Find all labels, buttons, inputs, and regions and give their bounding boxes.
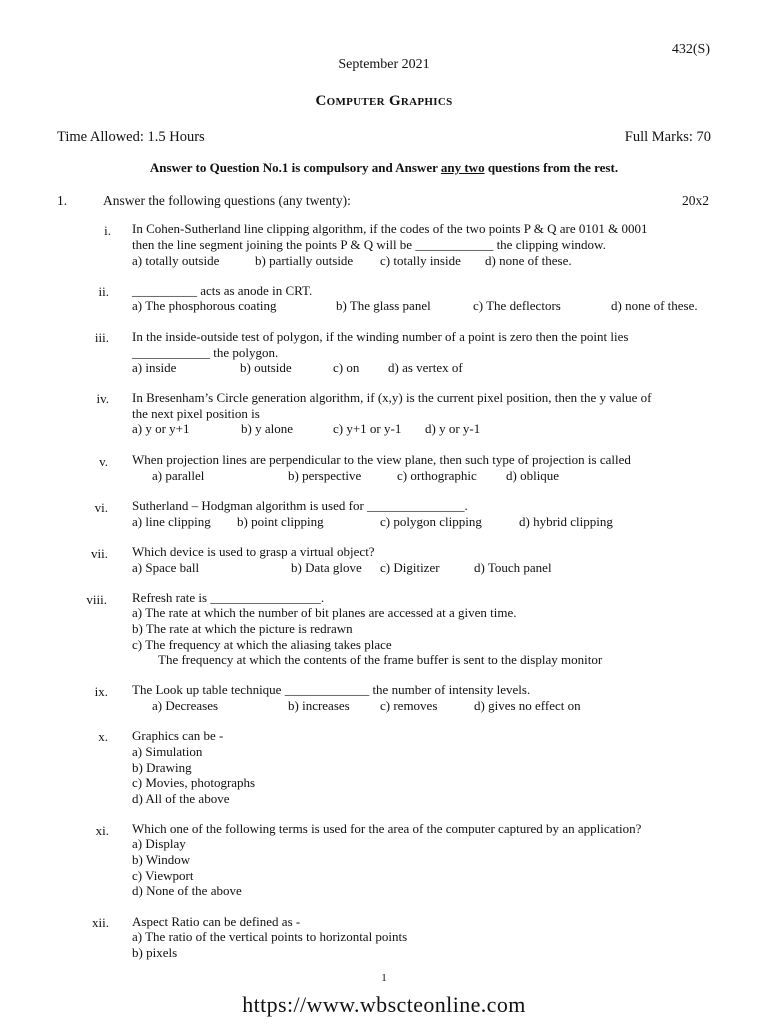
item-line: Refresh rate is _________________.	[132, 590, 325, 605]
option-d: d) None of the above	[132, 883, 242, 898]
option-b: b) Data glove	[291, 560, 362, 575]
option-c: c) on	[333, 360, 360, 375]
question-number: 1.	[57, 193, 68, 208]
item-number: x.	[98, 729, 108, 744]
paper-code: 432(S)	[671, 42, 710, 57]
time-allowed: Time Allowed: 1.5 Hours	[57, 129, 205, 145]
item-line: When projection lines are perpendicular to the view plane, then such type of projection is called	[132, 452, 631, 467]
item-line: Which one of the following terms is used for the area of the computer captured by an application?	[132, 821, 642, 836]
option-d: d) oblique	[506, 468, 560, 483]
item-number: iii.	[94, 330, 109, 345]
option-a: a) Space ball	[132, 560, 200, 575]
option-a: a) line clipping	[132, 514, 211, 529]
option-b: b) point clipping	[237, 514, 324, 529]
option-a: a) totally outside	[132, 253, 220, 268]
item-number: vi.	[94, 500, 108, 515]
option-d: d) y or y-1	[425, 421, 481, 436]
option-d: d) none of these.	[485, 253, 572, 268]
option-a: a) The phosphorous coating	[132, 298, 277, 313]
option-d: d) hybrid clipping	[519, 514, 613, 529]
option-a: a) y or y+1	[132, 421, 190, 436]
option-c: c) totally inside	[380, 253, 461, 268]
option-a: a) The ratio of the vertical points to horizontal points	[132, 929, 408, 944]
item-number: iv.	[96, 391, 109, 406]
option-a: a) Display	[132, 836, 186, 851]
item-number: ix.	[94, 684, 108, 699]
option-b: b) Window	[132, 852, 191, 867]
item-line: __________ acts as anode in CRT.	[132, 283, 313, 298]
option-d: The frequency at which the contents of the frame buffer is sent to the display monitor	[158, 652, 603, 667]
full-marks: Full Marks: 70	[624, 129, 711, 145]
option-a: a) The rate at which the number of bit planes are accessed at a given time.	[132, 605, 517, 620]
option-c: c) Digitizer	[380, 560, 440, 575]
option-a: a) inside	[132, 360, 177, 375]
item-number: xii.	[92, 915, 109, 930]
item-number: viii.	[86, 592, 107, 607]
item-number: ii.	[98, 284, 109, 299]
option-c: c) The deflectors	[473, 298, 561, 313]
option-d: d) All of the above	[132, 791, 230, 806]
subject-title: Computer Graphics	[315, 93, 453, 109]
option-a: a) Decreases	[152, 698, 219, 713]
option-b: b) outside	[240, 360, 292, 375]
option-b: b) perspective	[288, 468, 362, 483]
item-number: v.	[99, 454, 108, 469]
exam-date: September 2021	[338, 57, 430, 72]
option-c: c) Movies, photographs	[132, 775, 256, 790]
option-c: c) y+1 or y-1	[333, 421, 402, 436]
option-b: b) partially outside	[255, 253, 354, 268]
item-line: Aspect Ratio can be defined as -	[132, 914, 301, 929]
option-d: d) none of these.	[611, 298, 698, 313]
option-d: d) as vertex of	[388, 360, 463, 375]
item-line: the next pixel position is	[132, 406, 260, 421]
item-line: In Bresenham’s Circle generation algorithm, if (x,y) is the current pixel position, then the y value of	[132, 390, 652, 405]
question-text: Answer the following questions (any twenty):	[103, 193, 351, 208]
item-line: Sutherland – Hodgman algorithm is used for _______________.	[132, 498, 468, 513]
instruction-pre: Answer to Question No.1 is compulsory and Answer	[149, 160, 441, 175]
question-marks: 20x2	[682, 193, 709, 208]
instructions	[0, 160, 768, 176]
option-b: b) pixels	[132, 945, 178, 960]
option-a: a) parallel	[152, 468, 205, 483]
item-line: The Look up table technique _____________ the number of intensity levels.	[132, 682, 531, 697]
option-a: a) Simulation	[132, 744, 203, 759]
option-b: b) Drawing	[132, 760, 192, 775]
item-number: xi.	[95, 823, 109, 838]
option-b: b) increases	[288, 698, 350, 713]
option-b: b) The glass panel	[336, 298, 431, 313]
option-c: c) Viewport	[132, 868, 194, 883]
option-c: c) orthographic	[397, 468, 477, 483]
item-line: then the line segment joining the points P & Q will be ____________ the clipping window.	[132, 237, 606, 252]
option-b: b) y alone	[241, 421, 293, 436]
item-line: ____________ the polygon.	[132, 345, 279, 360]
page-number: 1	[381, 972, 387, 984]
item-line: In Cohen-Sutherland line clipping algorithm, if the codes of the two points P & Q are 0101 & 0001	[132, 221, 648, 236]
item-line: Which device is used to grasp a virtual object?	[132, 544, 375, 559]
option-b: b) The rate at which the picture is redrawn	[132, 621, 353, 636]
item-number: vii.	[91, 546, 108, 561]
option-d: d) gives no effect on	[474, 698, 581, 713]
item-line: In the inside-outside test of polygon, if the winding number of a point is zero then the point lies	[132, 329, 629, 344]
website-url[interactable]: https://www.wbscteonline.com	[242, 992, 526, 1017]
instruction-underline: any two	[440, 160, 485, 175]
option-d: d) Touch panel	[474, 560, 552, 575]
instruction-post: questions from the rest.	[484, 160, 619, 175]
item-line: Graphics can be -	[132, 728, 224, 743]
option-c: c) polygon clipping	[380, 514, 482, 529]
option-c: c) removes	[380, 698, 438, 713]
option-c: c) The frequency at which the aliasing takes place	[132, 637, 392, 652]
item-number: i.	[104, 223, 111, 238]
